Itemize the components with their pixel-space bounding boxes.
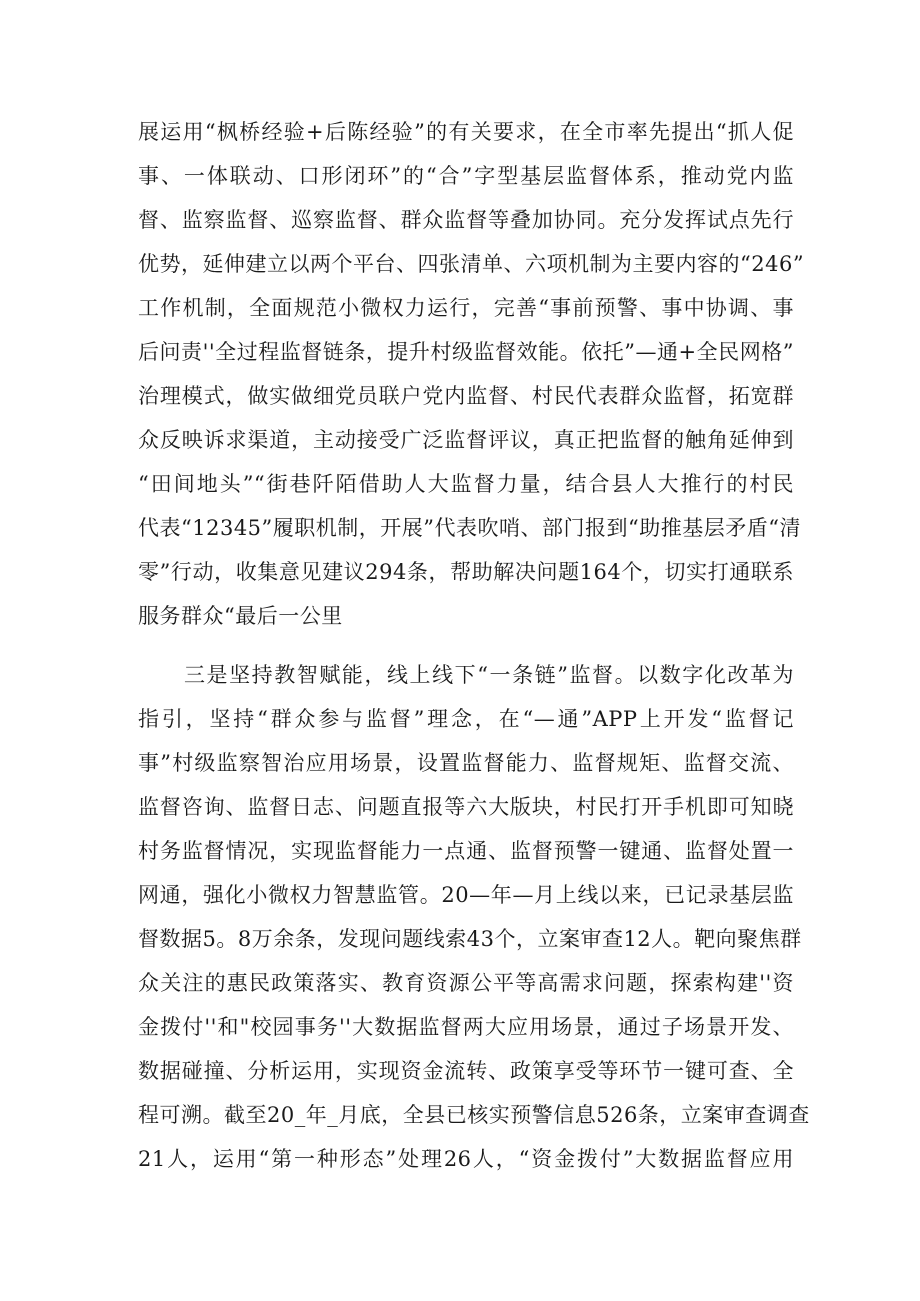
text-line: 优势，延伸建立以两个平台、四张清单、六项机制为主要内容的“246” bbox=[138, 252, 805, 276]
text-line: 网通，强化小微权力智慧监管。20—年—月上线以来，已记录基层监 bbox=[138, 883, 794, 907]
text-line: 指引，坚持“群众参与监督”理念，在“—通”APP上开发“监督记 bbox=[138, 707, 794, 731]
text-line: 三是坚持教智赋能，线上线下“一条链”监督。以数字化改革为 bbox=[184, 663, 794, 687]
text-line: 零”行动，收集意见建议294条，帮助解决问题164个，切实打通联系 bbox=[138, 560, 794, 584]
text-line: 村务监督情况，实现监督能力一点通、监督预警一键通、监督处置一 bbox=[138, 839, 794, 863]
text-line: 程可溯。截至20_年_月底，全县已核实预警信息526条，立案审查调查 bbox=[138, 1103, 810, 1127]
text-line: 展运用“枫桥经验+后陈经验”的有关要求，在全市率先提出“抓人促 bbox=[138, 120, 794, 144]
text-line: 众关注的惠民政策落实、教育资源公平等高需求问题，探索构建''资 bbox=[138, 971, 794, 995]
text-line: 工作机制，全面规范小微权力运行，完善“事前预警、事中协调、事 bbox=[138, 296, 794, 320]
text-line: 督、监察监督、巡察监督、群众监督等叠加协同。充分发挥试点先行 bbox=[138, 208, 794, 232]
text-line: 服务群众“最后一公里 bbox=[138, 604, 343, 628]
text-line: 事”村级监察智治应用场景，设置监督能力、监督规矩、监督交流、 bbox=[138, 751, 794, 775]
text-line: “田间地头”“街巷阡陌借助人大监督力量，结合县人大推行的村民 bbox=[138, 472, 794, 496]
text-line: 治理模式，做实做细党员联户党内监督、村民代表群众监督，拓宽群 bbox=[138, 384, 794, 408]
text-line: 事、一体联动、口形闭环”的“合”字型基层监督体系，推动党内监 bbox=[138, 164, 794, 188]
text-line: 数据碰撞、分析运用，实现资金流转、政策享受等环节一键可查、全 bbox=[138, 1059, 794, 1083]
text-line: 金拨付''和"校园事务''大数据监督两大应用场景，通过子场景开发、 bbox=[138, 1015, 794, 1039]
text-line: 众反映诉求渠道，主动接受广泛监督评议，真正把监督的触角延伸到 bbox=[138, 428, 794, 452]
text-line: 督数据5。8万余条，发现问题线索43个，立案审查12人。靶向聚焦群 bbox=[138, 927, 802, 951]
text-line: 后问责''全过程监督链条，提升村级监督效能。依托”—通+全民网格” bbox=[138, 340, 794, 364]
text-line: 代表“12345”履职机制，开展”代表吹哨、部门报到“助推基层矛盾“清 bbox=[138, 516, 801, 540]
text-line: 监督咨询、监督日志、问题直报等六大版块，村民打开手机即可知晓 bbox=[138, 795, 794, 819]
text-line: 21人，运用“第一种形态”处理26人，“资金拨付”大数据监督应用 bbox=[138, 1147, 794, 1171]
